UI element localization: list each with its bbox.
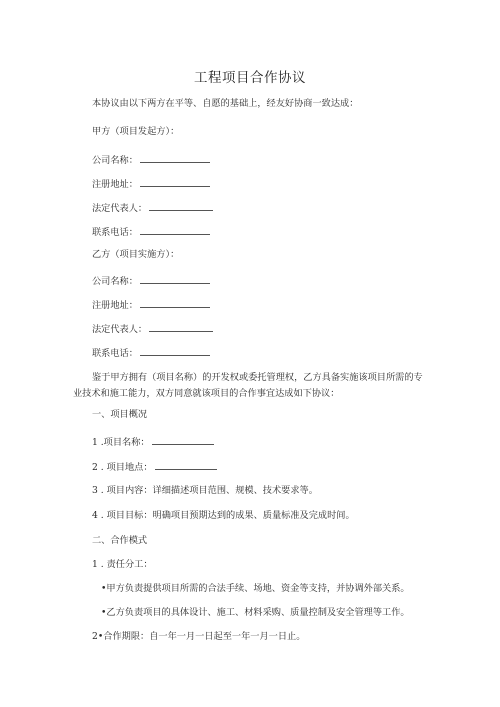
- section-1-heading: 一、项目概况: [92, 409, 148, 420]
- party-a-representative-field: [92, 201, 213, 215]
- fill-in-blank: [149, 201, 213, 211]
- party-a-address-field: [92, 177, 210, 191]
- fill-in-blank: [149, 322, 213, 332]
- party-b-company-field: [92, 274, 210, 288]
- fill-in-blank: [140, 274, 210, 284]
- field-label: 法定代表人：: [92, 324, 148, 335]
- fill-in-blank: [155, 460, 217, 470]
- fill-in-blank: [140, 225, 210, 235]
- party-a-phone-field: [92, 225, 210, 239]
- field-label: 公司名称：: [92, 155, 138, 166]
- party-a-company-field: [92, 153, 210, 167]
- cooperation-period-item: 2•合作期限：自一年一月一日起至一年一月一日止。: [92, 631, 306, 642]
- project-location-field: [92, 460, 217, 474]
- preamble-paragraph: 鉴于甲方拥有（项目名称）的开发权或委托管理权，乙方具备实施该项目所需的专业技术和施工能力，双方同意就该项目的合作事宜达成如下协议：: [73, 372, 423, 399]
- party-b-address-field: [92, 298, 210, 312]
- fill-in-blank: [152, 435, 214, 445]
- project-content-item: 3 . 项目内容：详细描述项目范围、规模、技术要求等。: [92, 485, 318, 496]
- fill-in-blank: [140, 177, 210, 187]
- field-label: 注册地址：: [92, 179, 138, 190]
- field-label: 联系电话：: [92, 348, 138, 359]
- field-label: 法定代表人：: [92, 203, 148, 214]
- party-b-phone-field: [92, 346, 210, 360]
- field-label: 2 . 项目地点：: [92, 462, 153, 473]
- section-2-heading: 二、合作模式: [92, 535, 148, 546]
- party-a-duty-bullet: •甲方负责提供项目所需的合法手续、场地、资金等支持，并协调外部关系。: [101, 583, 410, 594]
- field-label: 公司名称：: [92, 276, 138, 287]
- document-title: 工程项目合作协议: [194, 70, 306, 86]
- party-a-heading: 甲方（项目发起方）：: [92, 126, 180, 137]
- fill-in-blank: [140, 346, 210, 356]
- responsibility-item: 1 . 责任分工：: [92, 559, 153, 570]
- fill-in-blank: [140, 153, 210, 163]
- fill-in-blank: [140, 298, 210, 308]
- party-b-duty-bullet: •乙方负责项目的具体设计、施工、材料采购、质量控制及安全管理等工作。: [101, 607, 410, 618]
- project-name-field: [92, 435, 214, 449]
- field-label: 注册地址：: [92, 300, 138, 311]
- party-b-representative-field: [92, 322, 213, 336]
- intro-paragraph: 本协议由以下两方在平等、自愿的基础上，经友好协商一致达成：: [92, 98, 359, 109]
- party-b-heading: 乙方（项目实施方）：: [92, 249, 180, 260]
- project-goal-item: 4 . 项目目标：明确项目预期达到的成果、质量标准及完成时间。: [92, 510, 355, 521]
- field-label: 联系电话：: [92, 227, 138, 238]
- field-label: 1 .项目名称：: [92, 437, 150, 448]
